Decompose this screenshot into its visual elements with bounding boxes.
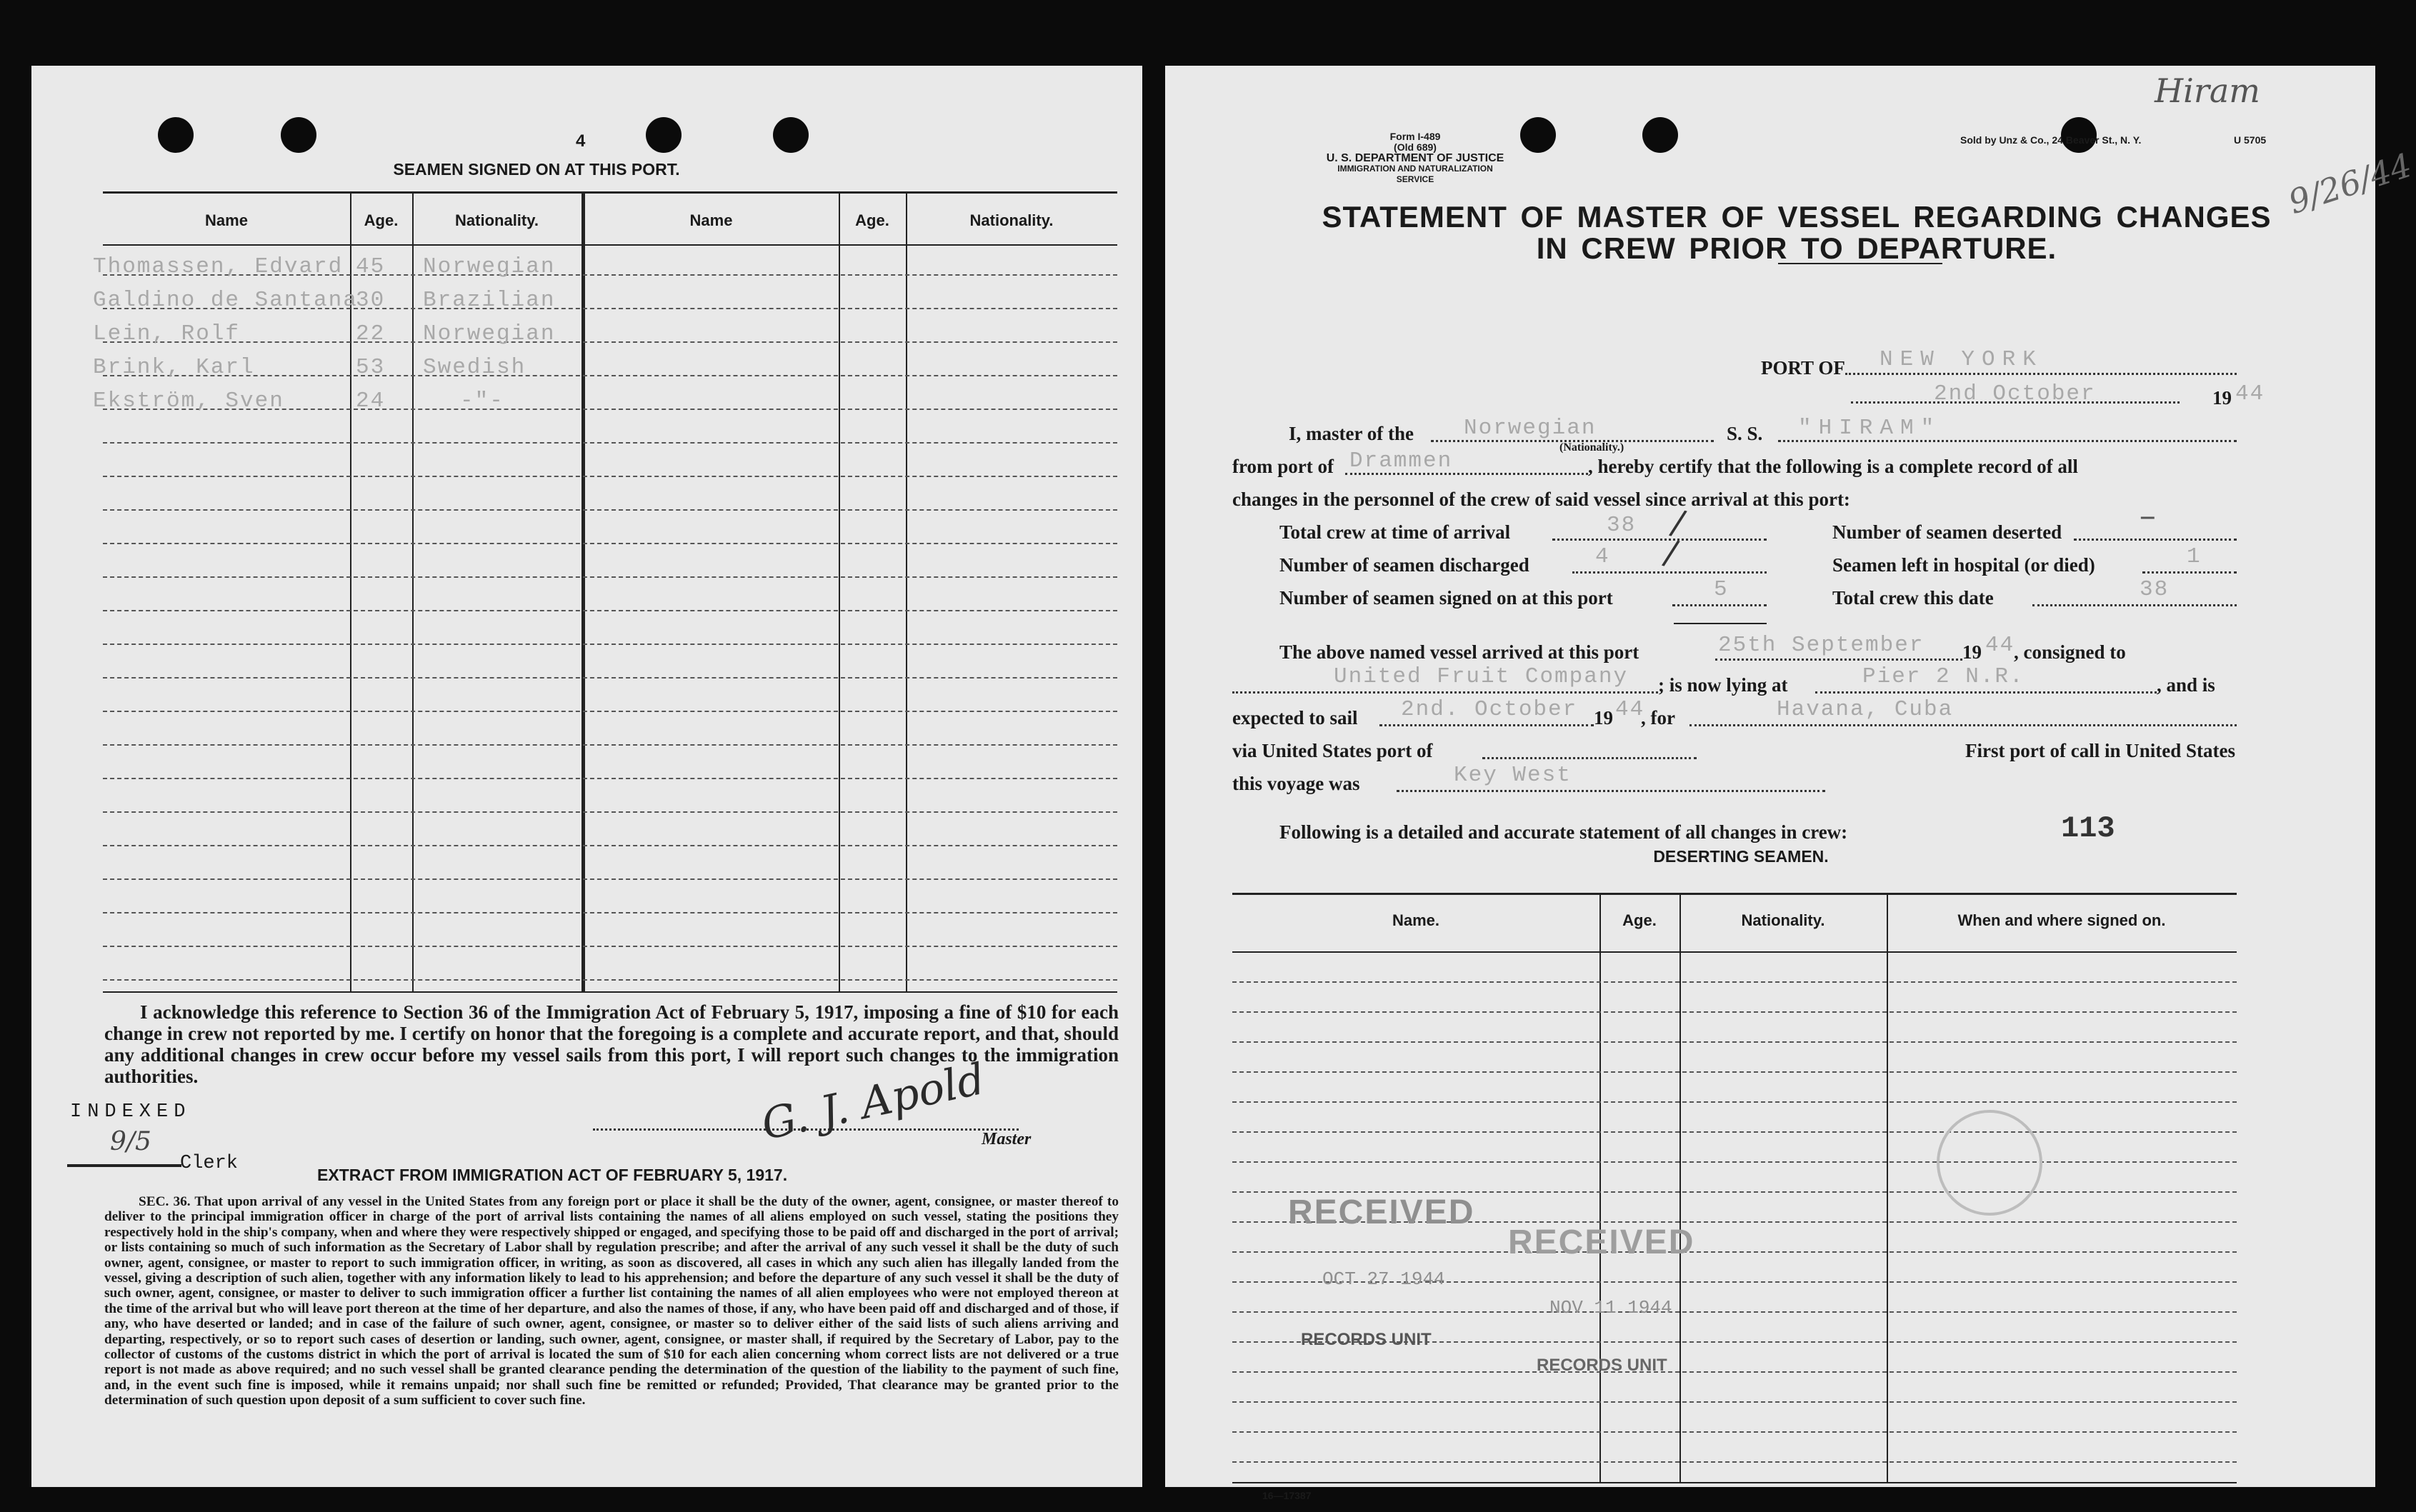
seaman-nationality: Norwegian bbox=[423, 321, 556, 346]
hospital-value: 1 bbox=[2187, 544, 2202, 569]
punch-hole bbox=[1642, 117, 1678, 153]
table-row-rule bbox=[103, 576, 1117, 578]
master-signature: G. J. Apold bbox=[757, 1053, 989, 1151]
punch-hole bbox=[1520, 117, 1556, 153]
seaman-name: Lein, Rolf bbox=[93, 321, 241, 346]
sail-date-value: 2nd. October bbox=[1401, 697, 1578, 722]
deserting-row-rule bbox=[1232, 1461, 2237, 1463]
ss-label: S. S. bbox=[1727, 423, 1763, 444]
column-divider bbox=[906, 191, 907, 991]
table-row-rule bbox=[103, 476, 1117, 477]
deserted-value: — bbox=[2141, 506, 2156, 531]
sail-date-line bbox=[1379, 724, 1594, 726]
left-page bbox=[31, 66, 1142, 1487]
table-row-rule bbox=[103, 744, 1117, 746]
table-header-rule bbox=[103, 244, 1117, 246]
deserting-row-rule bbox=[1232, 1431, 2237, 1433]
table-row-rule bbox=[103, 811, 1117, 813]
table-row-rule bbox=[103, 677, 1117, 679]
from-port-label: from port of bbox=[1232, 456, 1334, 477]
table-row-rule bbox=[103, 543, 1117, 544]
table-bottom-rule bbox=[103, 991, 1117, 993]
first-port-label: First port of call in United States bbox=[1965, 740, 2235, 761]
extract-title: EXTRACT FROM IMMIGRATION ACT OF FEBRUARY 5, 1917. bbox=[317, 1166, 788, 1184]
seaman-name: Brink, Karl bbox=[93, 355, 255, 380]
received-stamp-2-date: NOV 11 1944 bbox=[1549, 1297, 1672, 1318]
seaman-age: 30 bbox=[356, 288, 386, 313]
hospital-label: Seamen left in hospital (or died) bbox=[1832, 554, 2095, 576]
arrived-value: 25th September bbox=[1718, 633, 1925, 658]
deserting-column-header: Age. bbox=[1622, 911, 1657, 929]
clerk-label: Clerk bbox=[180, 1153, 239, 1174]
deserting-title: DESERTING SEAMEN. bbox=[1653, 847, 1829, 866]
seaman-name: Ekström, Sven bbox=[93, 389, 284, 414]
signed-on-label: Number of seamen signed on at this port bbox=[1279, 587, 1613, 609]
master-label: Master bbox=[982, 1130, 1032, 1148]
punch-hole bbox=[158, 117, 194, 153]
handwritten-ship-name: Hiram bbox=[2155, 71, 2260, 110]
total-arrival-line bbox=[1552, 539, 1767, 541]
seaman-name: Thomassen, Edvard bbox=[93, 254, 344, 279]
department-name: U. S. DEPARTMENT OF JUSTICE bbox=[1326, 152, 1504, 164]
date-line bbox=[1851, 401, 2180, 404]
following-text: Following is a detailed and accurate statement of all changes in crew: bbox=[1279, 821, 1848, 843]
ship-name-line bbox=[1778, 440, 2237, 442]
year-prefix: 19 bbox=[2212, 387, 2232, 409]
total-arrival-label: Total crew at time of arrival bbox=[1279, 521, 1511, 543]
deserting-row-rule bbox=[1232, 1131, 2237, 1133]
deserting-row-rule bbox=[1232, 1101, 2237, 1103]
punch-hole bbox=[646, 117, 682, 153]
check-mark-icon: / bbox=[1667, 501, 1689, 544]
faint-seal-stamp bbox=[1937, 1110, 2042, 1216]
year-value: 44 bbox=[2235, 381, 2265, 406]
received-stamp-1: RECEIVED bbox=[1288, 1193, 1475, 1231]
deserting-row-rule bbox=[1232, 1071, 2237, 1073]
deserting-row-rule bbox=[1232, 1401, 2237, 1403]
seaman-nationality: Brazilian bbox=[423, 288, 556, 313]
ship-name: "HIRAM" bbox=[1798, 416, 1942, 441]
seaman-nationality: -"- bbox=[460, 389, 504, 414]
discharged-label: Number of seamen discharged bbox=[1279, 554, 1529, 576]
from-port-line bbox=[1345, 473, 1588, 475]
destination-value: Havana, Cuba bbox=[1777, 697, 1954, 722]
deserting-table-bottom bbox=[1232, 1482, 2237, 1483]
seaman-age: 24 bbox=[356, 389, 386, 414]
deserting-column-header: Nationality. bbox=[1741, 911, 1825, 929]
form-header bbox=[1322, 131, 1508, 185]
nationality-value: Norwegian bbox=[1464, 416, 1597, 441]
via-line bbox=[1482, 757, 1697, 759]
seaman-nationality: Norwegian bbox=[423, 254, 556, 279]
deserting-header-rule bbox=[1232, 951, 2237, 953]
column-header: Nationality. bbox=[455, 211, 539, 229]
column-header: Age. bbox=[855, 211, 889, 229]
received-stamp-1-date: OCT 27 1944 bbox=[1322, 1268, 1445, 1290]
signed-on-value: 5 bbox=[1714, 577, 1729, 602]
form-number: Form I-489 bbox=[1389, 131, 1441, 142]
form-title-line1: STATEMENT OF MASTER OF VESSEL REGARDING CHANGES bbox=[1322, 200, 2272, 234]
received-stamp-2: RECEIVED bbox=[1508, 1223, 1695, 1261]
right-page bbox=[1165, 66, 2416, 1501]
consigned-label: , consigned to bbox=[2014, 641, 2126, 663]
handwritten-date: 9/26/44 bbox=[2283, 145, 2416, 222]
column-header: Name bbox=[689, 211, 733, 229]
certify-text: , hereby certify that the following is a complete record of all bbox=[1588, 456, 2078, 477]
total-arrival-value: 38 bbox=[1607, 513, 1637, 538]
nationality-caption: (Nationality.) bbox=[1559, 441, 1624, 454]
column-divider bbox=[839, 191, 840, 991]
lying-label: ; is now lying at bbox=[1658, 674, 1788, 696]
column-header: Name bbox=[205, 211, 248, 229]
voyage-label: this voyage was bbox=[1232, 773, 1360, 794]
column-header: Nationality. bbox=[969, 211, 1054, 229]
clerk-initials: 9/5 bbox=[110, 1127, 151, 1156]
and-is-label: , and is bbox=[2157, 674, 2215, 696]
table-row-rule bbox=[103, 509, 1117, 511]
deserting-table-top bbox=[1232, 893, 2237, 895]
deserting-row-rule bbox=[1232, 1041, 2237, 1043]
total-date-label: Total crew this date bbox=[1832, 587, 1994, 609]
port-line bbox=[1845, 373, 2237, 375]
seaman-age: 22 bbox=[356, 321, 386, 346]
deserted-line bbox=[2074, 539, 2237, 541]
deserting-row-rule bbox=[1232, 1371, 2237, 1373]
indexed-label: INDEXED bbox=[70, 1101, 191, 1123]
title-underline bbox=[1778, 263, 1942, 264]
service-name: IMMIGRATION AND NATURALIZATION SERVICE bbox=[1337, 164, 1493, 184]
table-row-rule bbox=[103, 375, 1117, 376]
consignee-value: United Fruit Company bbox=[1334, 664, 1629, 689]
deserting-column-header: When and where signed on. bbox=[1957, 911, 2166, 929]
table-row-rule bbox=[103, 878, 1117, 880]
received-stamp-2-unit: RECORDS UNIT bbox=[1537, 1356, 1667, 1375]
serial-number: 113 bbox=[2061, 811, 2115, 846]
discharged-value: 4 bbox=[1595, 544, 1610, 569]
pier-value: Pier 2 N.R. bbox=[1862, 664, 2025, 689]
table-row-rule bbox=[103, 979, 1117, 981]
master-of-label: I, master of the bbox=[1289, 423, 1414, 444]
total-date-value: 38 bbox=[2140, 577, 2170, 602]
deserting-row-rule bbox=[1232, 1311, 2237, 1313]
port-label: PORT OF bbox=[1761, 357, 1845, 379]
table-row-rule bbox=[103, 912, 1117, 913]
deserting-row-rule bbox=[1232, 1251, 2237, 1253]
table-row-rule bbox=[103, 946, 1117, 947]
seller-imprint: Sold by Unz & Co., 24 Beaver St., N. Y. bbox=[1960, 134, 2142, 146]
table-row-rule bbox=[103, 341, 1117, 343]
form-title-line2: IN CREW PRIOR TO DEPARTURE. bbox=[1536, 231, 2057, 265]
sum-rule bbox=[1674, 623, 1767, 624]
column-divider bbox=[581, 191, 585, 991]
expected-label: expected to sail bbox=[1232, 707, 1358, 729]
deserted-label: Number of seamen deserted bbox=[1832, 521, 2062, 543]
date-value: 2nd October bbox=[1934, 381, 2096, 406]
first-port-value: Key West bbox=[1454, 763, 1572, 788]
table-row-rule bbox=[103, 442, 1117, 444]
arrived-line bbox=[1715, 659, 1962, 661]
for-label: , for bbox=[1641, 707, 1675, 729]
arrived-year-prefix: 19 bbox=[1962, 641, 1982, 663]
first-port-line bbox=[1397, 790, 1825, 792]
extract-text: SEC. 36. That upon arrival of any vessel in the United States from any foreign port or place it shall be the duty of the owner, agent, consignee, or master thereof to deliver to the principal immigration officer in charge of the port of arrival lists containing the names of all aliens employed on such vessel, stating the positions they respectively hold in the ship's company, when and where they were respectively shipped or engaged, and specifying those to be paid off and discharged in the port of arrival; or lists containing so much of such information as the Secretary of Labor shall by regulation prescribe; and after the arrival of any such vessel it shall be the duty of such owner, agent, consignee, or master to report to such immigration officer, in writing, as soon as discovered, all cases in which any such alien has illegally landed from the vessel, giving a description of such alien, together with any information likely to lead to his apprehension; and before the departure of any such vessel it shall be the duty of such owner, agent, consignee, or master to deliver to such immigration officer a further list containing the names of all alien employees who were not employed thereon at the time of the arrival but who will leave port thereon at the time of her departure, and also the names of those, if any, who have been paid off and discharged and of those, if any, who have deserted or landed; and in case of the failure of such owner, agent, consignee, or master so to deliver either of the said lists of such aliens arriving and departing, respectively, or so to report such cases of desertion or landing, such owner, agent, consignee, or master shall, if required by the Secretary of Labor, pay to the collector of customs of the customs district in which the port of arrival is located the sum of $10 for each alien concerning whom correct lists are not delivered or a true report is not made as above required; and no such vessel shall be granted clearance pending the determination of the question of the liability to the payment of such fine, and, in the event such fine is imposed, while it remains unpaid; nor shall such fine be remitted or refunded; Provided, That clearance may be granted prior to the determination of such question upon deposit of a sum sufficient to cover such fine. bbox=[104, 1194, 1119, 1408]
received-stamp-1-unit: RECORDS UNIT bbox=[1301, 1330, 1432, 1349]
changes-text: changes in the personnel of the crew of said vessel since arrival at this port: bbox=[1232, 489, 1850, 510]
deserting-row-rule bbox=[1232, 1011, 2237, 1013]
column-divider bbox=[412, 191, 414, 991]
column-header: Age. bbox=[364, 211, 399, 229]
seaman-age: 53 bbox=[356, 355, 386, 380]
check-mark-icon: / bbox=[1660, 531, 1682, 574]
arrived-year: 44 bbox=[1985, 633, 2015, 658]
port-value: NEW YORK bbox=[1880, 347, 2043, 372]
punch-hole bbox=[773, 117, 809, 153]
deserting-row-rule bbox=[1232, 981, 2237, 983]
deserting-column-header: Name. bbox=[1392, 911, 1440, 929]
form-code: 16—17387 bbox=[1262, 1490, 1312, 1501]
table-row-rule bbox=[103, 711, 1117, 712]
pier-line bbox=[1815, 691, 2157, 694]
from-port-value: Drammen bbox=[1349, 449, 1453, 474]
seaman-name: Galdino de Santana bbox=[93, 288, 358, 313]
acknowledgement-text: I acknowledge this reference to Section 36 of the Immigration Act of February 5, 1917, imposing a fine of $10 for each change in crew not reported by me. I certify on honor that the foregoing is a complete and accurate report, and that, should any additional changes in crew occur before my vessel sails from this port, I will report such changes to the immigration authorities. bbox=[104, 1001, 1119, 1087]
table-top-rule bbox=[103, 191, 1117, 194]
table-row-rule bbox=[103, 644, 1117, 645]
total-date-line bbox=[2032, 604, 2237, 606]
table-row-rule bbox=[103, 778, 1117, 779]
signed-on-line bbox=[1672, 604, 1767, 606]
table-row-rule bbox=[103, 845, 1117, 846]
table-row-rule bbox=[103, 610, 1117, 611]
via-label: via United States port of bbox=[1232, 740, 1433, 761]
discharged-line bbox=[1572, 571, 1767, 574]
seaman-age: 45 bbox=[356, 254, 386, 279]
clerk-line bbox=[67, 1164, 181, 1167]
page-number: 4 bbox=[576, 131, 586, 151]
arrived-label: The above named vessel arrived at this port bbox=[1279, 641, 1639, 663]
seller-code: U 5705 bbox=[2234, 134, 2267, 146]
punch-hole bbox=[281, 117, 316, 153]
sail-year-prefix: 19 bbox=[1594, 707, 1613, 729]
signed-on-title: SEAMEN SIGNED ON AT THIS PORT. bbox=[393, 160, 680, 179]
consignee-line bbox=[1232, 691, 1658, 694]
destination-line bbox=[1689, 724, 2237, 726]
hospital-line bbox=[2142, 571, 2237, 574]
sail-year: 44 bbox=[1615, 697, 1645, 722]
seaman-nationality: Swedish bbox=[423, 355, 526, 380]
deserting-row-rule bbox=[1232, 1161, 2237, 1163]
form-old-number: (Old 689) bbox=[1394, 141, 1437, 153]
